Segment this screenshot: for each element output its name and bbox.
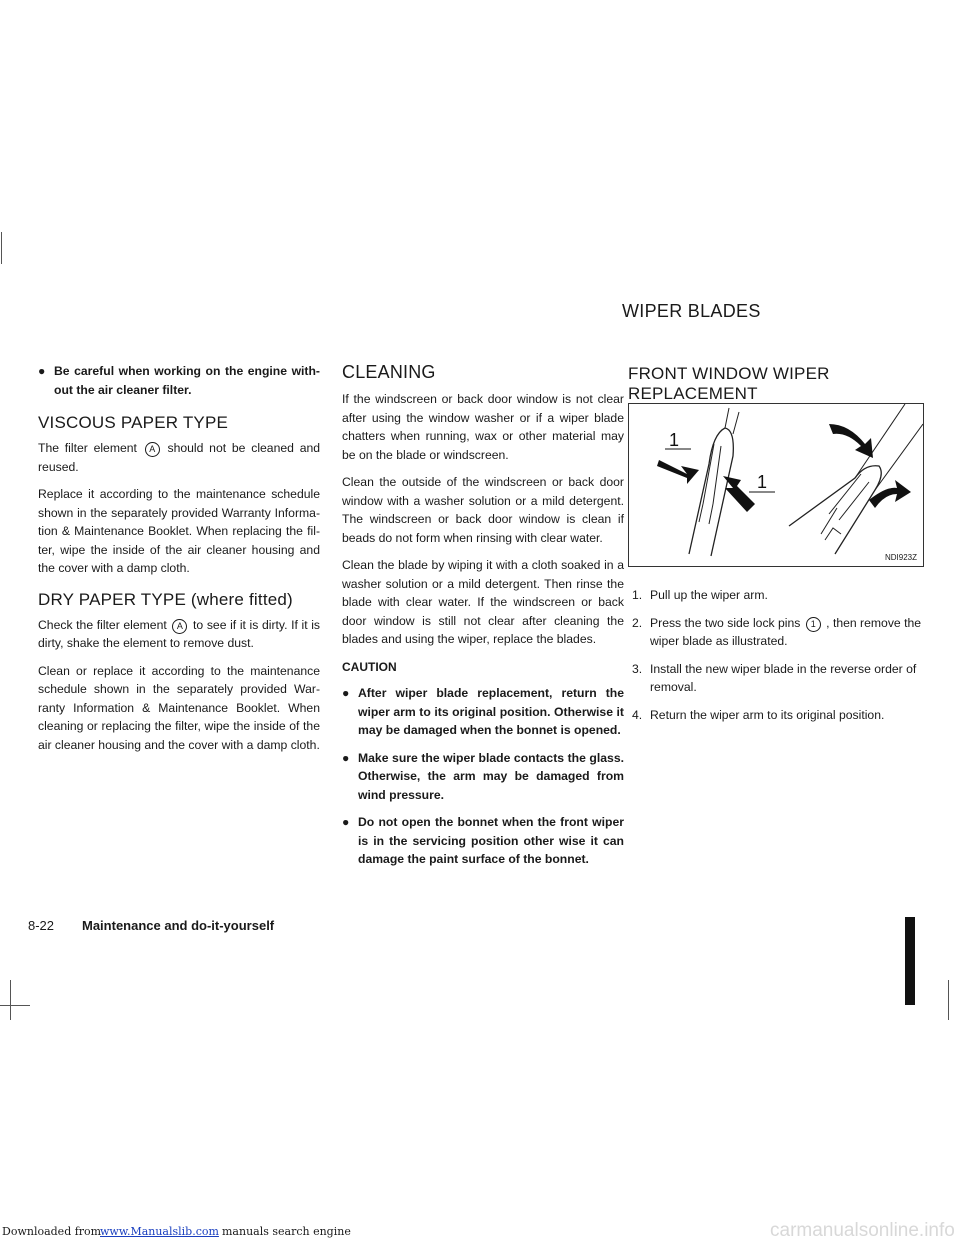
step-number: 4. xyxy=(632,707,643,722)
heading-line: FRONT WINDOW WIPER xyxy=(628,364,830,383)
step-item xyxy=(632,614,922,651)
wiper-blade-drawing xyxy=(629,404,923,566)
wiper-illustration xyxy=(628,403,924,567)
caution-bullet xyxy=(342,684,624,740)
step-text: Pull up the wiper arm. xyxy=(650,588,768,602)
cleaning-paragraph-2: Clean the outside of the windscreen or back door window with a washer solution or a mild detergent. The windscreen or back door window is clean if beads do not form when rinsing with clear water. xyxy=(342,475,624,545)
step-text: , then remove the wiper blade as illustrated. xyxy=(650,615,922,648)
middle-column xyxy=(342,362,624,878)
callout-1-icon: 1 xyxy=(806,617,821,632)
crop-mark xyxy=(10,980,11,1020)
figure-code: NDI923Z xyxy=(884,553,917,562)
viscous-paragraph-2: Replace it according to the maintenance schedule shown in the separately provided Warranty Informa-tion & Maintenance Booklet. When replacing the fil-ter, wipe the inside of the air cleaner housing and the cover with a damp cloth. xyxy=(38,487,320,575)
page-number: 8-22 xyxy=(28,918,55,933)
callout-a-icon: A xyxy=(145,442,160,457)
step-number: 2. xyxy=(632,615,643,630)
cleaning-paragraph-1: If the windscreen or back door window is not clear after using the window washer or if a wiper blade chatters when running, wax or other material may be on the blade or windscreen. xyxy=(342,392,624,462)
step-item xyxy=(632,706,922,725)
caution-bullet xyxy=(342,813,624,869)
callout-2-label: 1 xyxy=(757,472,768,492)
replacement-steps xyxy=(632,586,922,733)
step-text: Return the wiper arm to its original position. xyxy=(650,707,885,722)
caution-bullet xyxy=(342,749,624,805)
wiper-replacement-heading xyxy=(628,364,830,404)
crop-mark xyxy=(1,232,2,264)
crop-mark xyxy=(948,980,949,1020)
cleaning-heading: CLEANING xyxy=(342,362,436,382)
bullet-text: Make sure the wiper blade contacts the glass. Otherwise, the arm may be damaged from wind pressure. xyxy=(358,750,624,802)
bullet-icon: ● xyxy=(342,686,350,700)
crop-mark xyxy=(0,1005,30,1006)
engine-warning-bullet xyxy=(38,362,320,399)
dry-paragraph-2: Clean or replace it according to the maintenance schedule shown in the separately provided War-ranty Information & Maintenance Booklet. When cleaning or replacing the filter, wipe the inside of the air cleaner housing and the cover with a damp cloth. xyxy=(38,663,320,752)
manualslib-link[interactable]: www.Manualslib.com xyxy=(100,1225,219,1238)
step-item xyxy=(632,660,922,697)
bullet-icon: ● xyxy=(342,750,350,765)
text-run: Check the filter element xyxy=(38,617,167,632)
bullet-text: Do not open the bonnet when the front wiper is in the servicing position other wise it can damage the paint surface of the bonnet. xyxy=(358,815,624,866)
step-number: 1. xyxy=(632,588,643,602)
step-text: Install the new wiper blade in the reverse order of removal. xyxy=(650,661,917,694)
step-item xyxy=(632,586,922,605)
left-column xyxy=(38,362,320,763)
chapter-title: Maintenance and do-it-yourself xyxy=(82,918,275,933)
bullet-icon: ● xyxy=(38,364,46,378)
bullet-text: Be careful when working on the engine with-out the air cleaner filter. xyxy=(54,364,320,397)
caution-label: CAUTION xyxy=(342,659,397,674)
step-text: Press the two side lock pins xyxy=(650,615,801,630)
dry-paragraph-1 xyxy=(38,616,320,653)
text-run: should not be cleaned and reused. xyxy=(38,441,321,474)
bullet-icon: ● xyxy=(342,815,350,829)
download-prefix: Downloaded from xyxy=(2,1225,102,1238)
thumb-index-tab xyxy=(905,917,915,1005)
heading-line: REPLACEMENT xyxy=(628,384,758,403)
download-suffix: manuals search engine xyxy=(222,1225,351,1238)
text-run: to see if it is dirty. If it is dirty, shake the element to remove dust. xyxy=(38,617,321,650)
viscous-heading: VISCOUS PAPER TYPE xyxy=(38,413,229,432)
watermark: carmanualsonline.info xyxy=(770,1220,955,1241)
step-number: 3. xyxy=(632,661,643,676)
cleaning-paragraph-3: Clean the blade by wiping it with a cloth soaked in a washer solution or a mild detergent. Then rinse the blade with clear water. If the windscreen or back door window is still not clear after cleaning the blades and using the wiper, replace the blades. xyxy=(342,558,624,646)
dry-heading: DRY PAPER TYPE (where fitted) xyxy=(38,589,293,609)
callout-1-label: 1 xyxy=(669,430,680,450)
bullet-text: After wiper blade replacement, return the wiper arm to its original position. Otherwise it may be damaged when the bonnet is opened. xyxy=(358,686,624,737)
viscous-paragraph-1 xyxy=(38,439,320,476)
section-title: WIPER BLADES xyxy=(622,301,761,321)
text-run: The filter element xyxy=(38,441,137,455)
callout-a-icon: A xyxy=(172,619,187,634)
download-bar xyxy=(0,1222,960,1242)
